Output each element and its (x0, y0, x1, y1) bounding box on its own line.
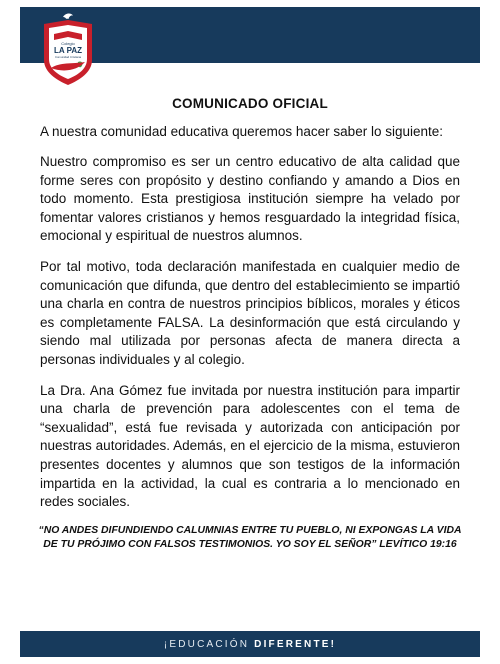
shield-logo-icon (38, 10, 98, 88)
logo-line1: Colegio (61, 41, 75, 46)
paragraph-3: La Dra. Ana Gómez fue invitada por nuestra institución para impartir una charla de prevención para adolescentes con el tema de “sexualidad”, está fue revisada y autorizada con anticipación por nuestras autoridades. Además, en el ejercicio de la misma, estuvieron presentes docentes y alumnos que son testigos de la información impartida en la actividad, la cual es contraria a lo mencionado en redes sociales. (40, 382, 460, 510)
logo-line2: LA PAZ (54, 46, 82, 55)
document-title: COMUNICADO OFICIAL (172, 96, 328, 111)
paragraph-1: Nuestro compromiso es ser un centro educativo de alta calidad que forme seres con propósito y destino confiando y amando a Dios en todo momento. Esta prestigiosa institución siempre ha velado por fomentar valores cristianos y hemos resguardado la integridad física, emocional y espiritual de nuestros alumnos. (40, 154, 460, 244)
slogan-emphasis: DIFERENTE! (254, 638, 337, 650)
footer-band (20, 631, 480, 657)
document-lead: A nuestra comunidad educativa queremos hacer saber lo siguiente: (40, 124, 443, 139)
document-body (40, 96, 460, 552)
bible-quote: “NO ANDES DIFUNDIENDO CALUMNIAS ENTRE TU PUEBLO, NI EXPONGAS LA VIDA DE TU PRÓJIMO CON FALSOS TESTIMONIOS. YO SOY EL SEÑOR” LEVÍTICO 19:16 (38, 524, 462, 550)
school-logo (38, 10, 98, 88)
slogan-prefix: ¡EDUCACIÓN (163, 638, 255, 650)
footer-slogan (164, 639, 336, 650)
paragraph-2: Por tal motivo, toda declaración manifestada en cualquier medio de comunicación que difunda, que dentro del establecimiento se impartió una charla en contra de nuestros principios bíblicos, morales y éticos es completamente FALSA. La desinformación que está circulando y siendo mal utilizada por personas afecta de manera directa a personas individuales y al colegio. (40, 258, 460, 367)
logo-line3: Comunidad Cristiana (54, 55, 82, 59)
